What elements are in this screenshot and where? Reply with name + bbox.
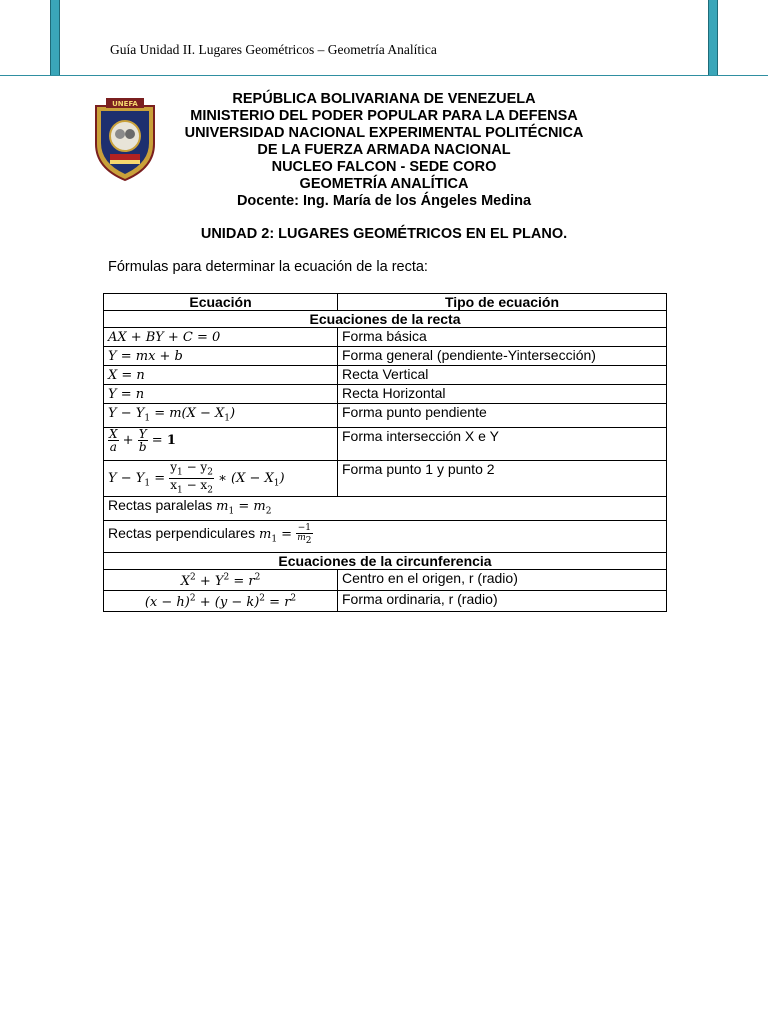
table-row (104, 520, 667, 552)
header-left-bar (50, 0, 60, 75)
table-row (104, 427, 667, 460)
svg-text:UNEFA: UNEFA (112, 100, 138, 108)
table-row (104, 590, 667, 611)
equation-basic: AX + BY + C = 0 (104, 328, 338, 347)
heading-line-university: UNIVERSIDAD NACIONAL EXPERIMENTAL POLITÉCNICA (184, 125, 584, 141)
parallel-lines-cell: Rectas paralelas $m_1 = m_2$ (104, 497, 667, 521)
table-row (104, 347, 667, 366)
formulas-table (103, 293, 667, 612)
heading-line-course: GEOMETRÍA ANALÍTICA (299, 176, 469, 192)
heading-line-ministry: MINISTERIO DEL PODER POPULAR PARA LA DEFENSA (190, 108, 578, 124)
equation-point-slope: $Y - Y_1 = m(X - X_1)$ (104, 404, 338, 428)
equation-circle-origin: $X^2 + Y^2 = r^2$ (104, 569, 338, 590)
section-row-recta (104, 311, 667, 328)
equation-intercepts: $\frac{X}{a}$ + $\frac{Y}{b}$ = 1 (104, 427, 338, 460)
header-right-bar (708, 0, 718, 75)
perpendicular-lines-cell: Rectas perpendiculares $m_1$ = $\frac{-1}{m_2}$ (104, 520, 667, 552)
section-title-circunferencia: Ecuaciones de la circunferencia (104, 552, 667, 569)
unit-title: UNIDAD 2: LUGARES GEOMÉTRICOS EN EL PLANO. (200, 226, 568, 242)
header-guide-title: Guía Unidad II. Lugares Geométricos – Geometría Analítica (110, 42, 437, 57)
institution-heading (160, 91, 608, 210)
type-cell: Centro en el origen, r (radio) (338, 569, 667, 590)
table-row (104, 328, 667, 347)
column-header-equation: Ecuación (104, 294, 338, 311)
perpendicular-label: Rectas perpendiculares (108, 524, 256, 541)
header-rule (0, 75, 768, 76)
type-cell: Forma general (pendiente-Yintersección) (338, 347, 667, 366)
type-cell: Forma intersección X e Y (338, 427, 667, 460)
table-row (104, 366, 667, 385)
type-cell: Forma ordinaria, r (radio) (338, 590, 667, 611)
intro-text: Fórmulas para determinar la ecuación de la recta: (108, 259, 428, 275)
section-row-circunferencia (104, 552, 667, 569)
column-header-type: Tipo de ecuación (338, 294, 667, 311)
table-row (104, 460, 667, 497)
type-cell: Forma básica (338, 328, 667, 347)
type-cell: Forma punto 1 y punto 2 (338, 460, 667, 497)
type-cell: Recta Vertical (338, 366, 667, 385)
table-row (104, 385, 667, 404)
parallel-label: Rectas paralelas (108, 497, 213, 514)
type-cell: Forma punto pendiente (338, 404, 667, 428)
equation-slope-intercept: Y = mx + b (104, 347, 338, 366)
table-header-row (104, 294, 667, 311)
equation-horizontal: Y = n (104, 385, 338, 404)
table-row (104, 497, 667, 521)
heading-line-campus: NUCLEO FALCON - SEDE CORO (271, 159, 497, 175)
heading-line-armed-force: DE LA FUERZA ARMADA NACIONAL (257, 142, 511, 158)
type-cell: Recta Horizontal (338, 385, 667, 404)
equation-circle-ordinary: $(x - h)^2 + (y - k)^2 = r^2$ (104, 590, 338, 611)
equation-two-points: $Y - Y_1$ = $\frac{y_1 - y_2}{x_1 - x_2}$ ∗ $(X - X_1)$ (104, 460, 338, 497)
equation-vertical: X = n (104, 366, 338, 385)
table-row (104, 569, 667, 590)
heading-line-teacher: Docente: Ing. María de los Ángeles Medina (236, 193, 532, 209)
university-seal-logo (92, 96, 158, 182)
table-row (104, 404, 667, 428)
section-title-recta: Ecuaciones de la recta (104, 311, 667, 328)
heading-line-country: REPÚBLICA BOLIVARIANA DE VENEZUELA (232, 91, 536, 107)
